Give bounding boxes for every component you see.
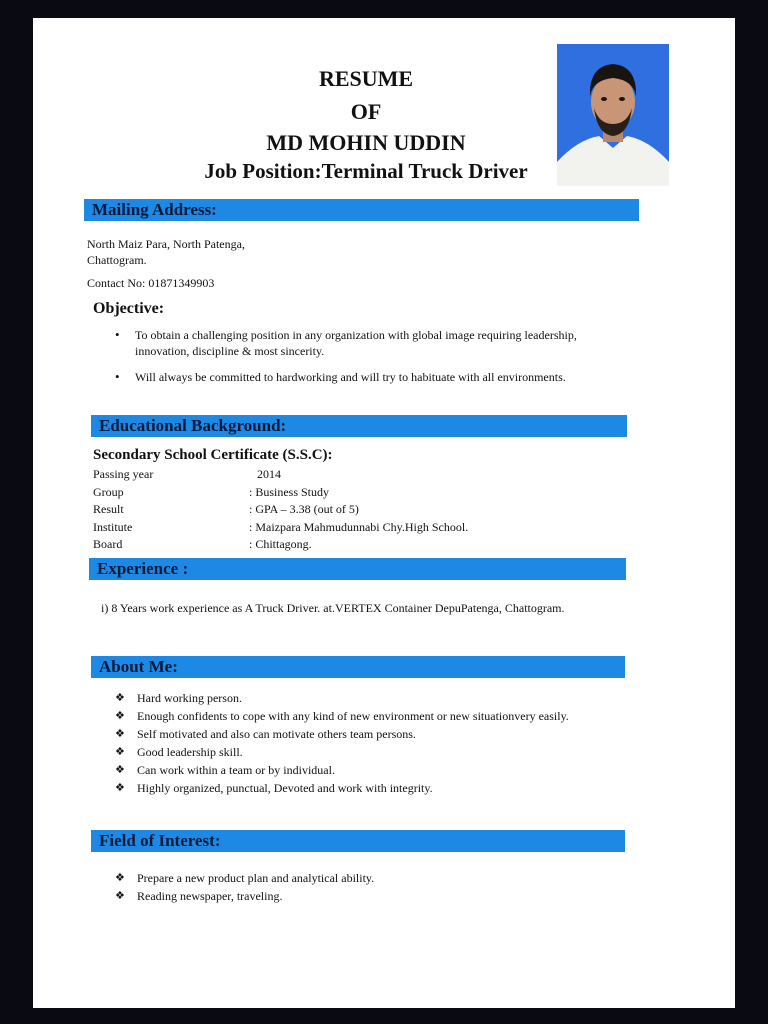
- ssc-heading: Secondary School Certificate (S.S.C):: [93, 447, 333, 463]
- list-item: ❖ Self motivated and also can motivate others team persons.: [115, 726, 645, 742]
- list-item: ❖ Highly organized, punctual, Devoted and work with integrity.: [115, 780, 645, 796]
- objective-heading: Objective:: [93, 300, 165, 317]
- passing-year-value: 2014: [257, 467, 281, 481]
- address-line-2: Chattogram.: [87, 253, 147, 267]
- table-row: [93, 519, 613, 537]
- interest-list: [115, 870, 645, 904]
- about-me-list: [115, 690, 645, 796]
- list-item: ❖ Hard working person.: [115, 690, 645, 706]
- job-position: Job Position:Terminal Truck Driver: [204, 159, 528, 183]
- address-line-1: North Maiz Para, North Patenga,: [87, 237, 245, 251]
- objective-list: [113, 327, 603, 385]
- table-row: [93, 501, 613, 519]
- result-value: : GPA – 3.38 (out of 5): [249, 502, 359, 516]
- list-item: ❖ Good leadership skill.: [115, 744, 645, 760]
- resume-page: [33, 18, 735, 1008]
- list-item: ❖ Prepare a new product plan and analytical ability.: [115, 870, 645, 886]
- resume-heading: RESUME: [318, 66, 414, 91]
- list-item: ❖ Enough confidents to cope with any kind of new environment or new situationvery easily.: [115, 708, 645, 724]
- board-value: : Chittagong.: [249, 537, 312, 551]
- resume-of: OF: [350, 99, 382, 124]
- field-of-interest-section: Field of Interest:: [91, 830, 625, 852]
- table-row: [93, 484, 613, 502]
- result-label: Result: [93, 502, 124, 516]
- board-label: Board: [93, 537, 123, 551]
- list-item: • To obtain a challenging position in any organization with global image requiring leadership, innovation, discipline & most sincerity.: [113, 327, 603, 359]
- candidate-name: MD MOHIN UDDIN: [266, 130, 466, 155]
- passing-year-label: Passing year: [93, 467, 154, 481]
- group-label: Group: [93, 484, 124, 499]
- contact-number: Contact No: 01871349903: [87, 276, 215, 290]
- institute-value: : Maizpara Mahmudunnabi Chy.High School.: [249, 519, 469, 534]
- about-me-section: About Me:: [91, 656, 625, 678]
- experience-section: Experience :: [89, 558, 626, 580]
- list-item: • Will always be committed to hardworking and will try to habituate with all environments.: [113, 369, 603, 385]
- list-item: ❖ Can work within a team or by individual.: [115, 762, 645, 778]
- person-photo-icon: [557, 44, 669, 186]
- education-details: [93, 466, 613, 554]
- education-section: Educational Background:: [91, 415, 627, 437]
- table-row: [93, 466, 613, 484]
- institute-label: Institute: [93, 519, 133, 534]
- table-row: [93, 536, 613, 554]
- experience-text: i) 8 Years work experience as A Truck Driver. at.VERTEX Container DepuPatenga, Chattogram.: [101, 601, 565, 615]
- list-item: ❖ Reading newspaper, traveling.: [115, 888, 645, 904]
- mailing-address-section: Mailing Address:: [84, 199, 639, 221]
- group-value: : Business Study: [249, 484, 330, 499]
